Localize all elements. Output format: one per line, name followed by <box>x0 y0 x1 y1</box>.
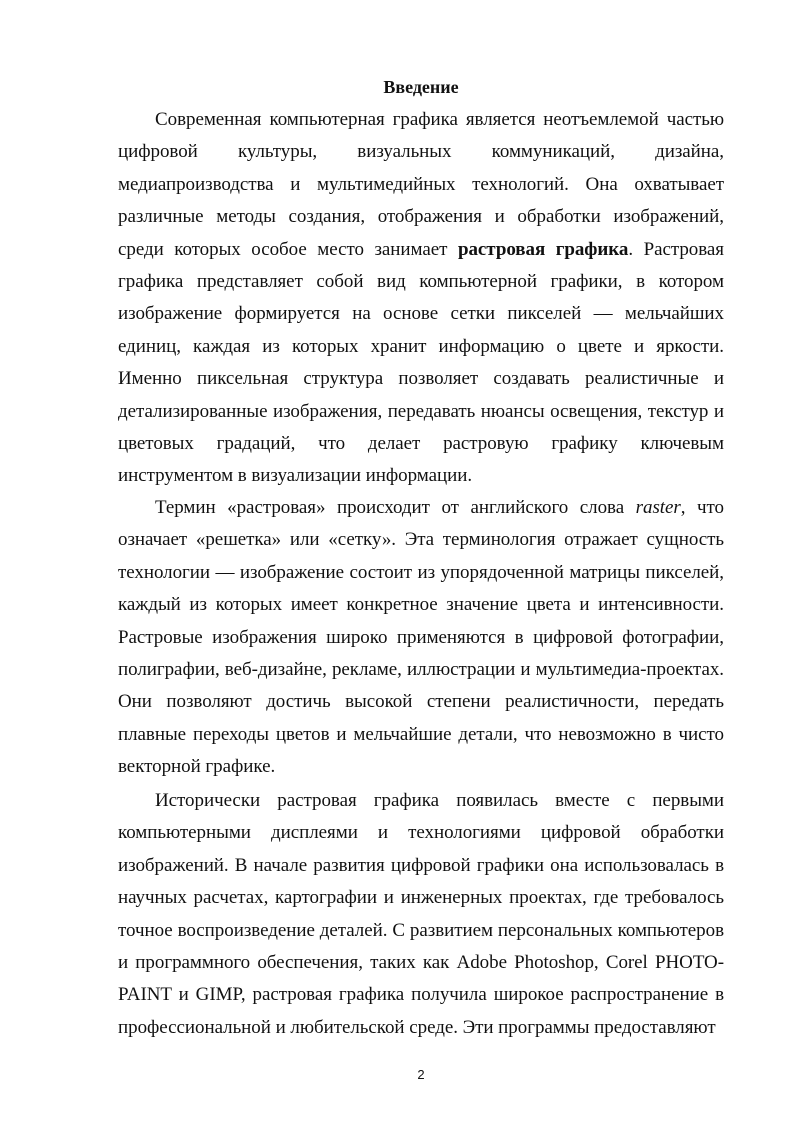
paragraph-text: . Растровая графика представляет собой вид компьютерной графики, в котором изображение формируется на основе сетки пикселей — мельчайших единиц, каждая из которых хранит информацию о цвете и яркости. Именно пиксельная структура позволяет создавать реалистичные и детализированные изображения, передавать нюансы освещения, текстур и цветовых градаций, что делает растровую графику ключевым инструментом в визуализации информации. <box>118 238 724 487</box>
paragraph-intro <box>118 104 724 493</box>
page-number: 2 <box>417 1067 425 1082</box>
paragraph-text: Термин «растровая» происходит от английского слова <box>155 497 636 518</box>
document-page <box>118 0 724 1131</box>
bold-term: растровая графика <box>457 238 629 260</box>
paragraph-term <box>118 492 724 784</box>
italic-term: raster <box>635 497 681 518</box>
paragraph-history <box>118 785 724 1044</box>
section-title: Введение <box>383 77 459 97</box>
paragraph-text: Исторически растровая графика появилась вместе с первыми компьютерными дисплеями и технологиями цифровой обработки изображений. В начале развития цифровой графики она использовалась в научных расчетах, картографии и инженерных проектах, где требовалось точное воспроизведение деталей. С развитием персональных компьютеров и программного обеспечения, таких как Adobe Photoshop, Corel PHOTO-PAINT и GIMP, растровая графика получила широкое распространение в профессиональной и любительской среде. Эти программы предоставляют <box>118 790 724 1038</box>
paragraph-text: , что означает «решетка» или «сетку». Эта терминология отражает сущность технологии — изображение состоит из упорядоченной матрицы пикселей, каждый из которых имеет конкретное значение цвета и интенсивности. Растровые изображения широко применяются в цифровой фотографии, полиграфии, веб-дизайне, рекламе, иллюстрации и мультимедиа-проектах. Они позволяют достичь высокой степени реалистичности, передать плавные переходы цветов и мельчайшие детали, что невозможно в чисто векторной графике. <box>118 497 724 778</box>
paragraph-text: Современная компьютерная графика является неотъемлемой частью цифровой культуры, визуальных коммуникаций, дизайна, медиапроизводства и мультимедийных технологий. Она охватывает различные методы создания, отображения и обработки изображений, среди которых особое место занимает <box>118 109 724 260</box>
